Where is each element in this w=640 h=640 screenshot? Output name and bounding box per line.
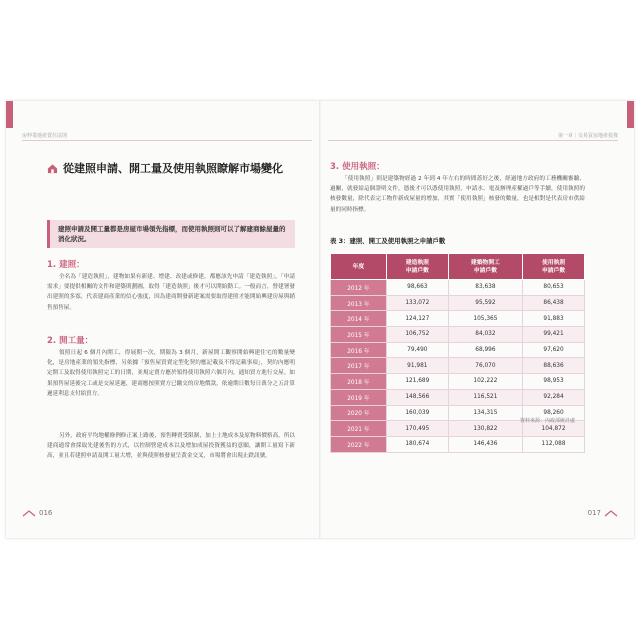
table-row — [331, 374, 585, 390]
paragraph-text: 領照日起 6 個月內開工，得展期一次，期限為 3 個月，新屋開工觀察開始興建住宅的數量變化，是房地產業的領先指標，另依據「預售屋買賣定型化契約應記載及不得記載事項」，契約內應明定開工及取得使用執照完工的日期，並規定賣方應於領得使用執照六個月內，通知買方進行交屋。如果預售屋延後完工或是交屋延遲，建商應按照賣方已繳交的房地價款，依逾期日數每日萬分之五計算遲延利息支付給買方。 — [47, 350, 295, 397]
value-cell: 180,674 — [386, 436, 448, 452]
value-cell: 86,438 — [523, 295, 585, 311]
value-cell: 104,872 — [523, 421, 585, 437]
table-row — [331, 327, 585, 343]
value-cell: 80,653 — [523, 280, 585, 296]
paragraph-construction-start — [47, 348, 295, 399]
right-chapter-tab — [627, 101, 634, 128]
year-cell: 2021 年 — [331, 421, 387, 437]
value-cell: 91,883 — [523, 311, 585, 327]
left-head-rule — [22, 140, 312, 141]
year-cell: 2014 年 — [331, 311, 387, 327]
heading-construction-start: 2. 開工量： — [47, 336, 94, 346]
left-chapter-tab — [6, 101, 13, 128]
value-cell: 160,039 — [386, 405, 448, 421]
right-head-rule — [328, 140, 618, 141]
right-running-head: 第一章｜交易買房地產投資 — [557, 133, 618, 139]
paragraph-text: 全名為「建造執照」，建物如果有新建、增建、改建或修建，都應該先申請「建造執照」，「申請需求」要提供相關的文件和建築則劃圖，取得「建造執照」後才可以開始動工。一般而言，營建署發出建照的多寡，代表建商產業的信心強度，因為建商開發新建案需要取得建照才能開始興建房屋與銷售預售屋。 — [47, 274, 295, 311]
table-row — [331, 280, 585, 296]
year-cell: 2018 年 — [331, 374, 387, 390]
roof-icon — [22, 510, 36, 517]
table-caption: 表 3：建照、開工及使用執照之申請戶數 — [330, 237, 446, 245]
left-running-head: 房仲業地產賣住法則 — [22, 133, 68, 139]
value-cell: 98,260 — [523, 405, 585, 421]
year-cell: 2015 年 — [331, 327, 387, 343]
paragraph-use-permit — [330, 174, 585, 215]
page-number-text: 017 — [587, 509, 601, 517]
table-row — [331, 436, 585, 452]
year-cell: 2019 年 — [331, 389, 387, 405]
value-cell: 170,495 — [386, 421, 448, 437]
table-row — [331, 311, 585, 327]
heading-building-permit: 1. 建照： — [47, 260, 85, 270]
value-cell: 106,752 — [386, 327, 448, 343]
year-cell: 2020 年 — [331, 405, 387, 421]
paragraph-text: 另外，政府平均地權條例修正案上路後，預售轉賣受限制，加上土地成本及原物料價格高，所以建商通常會採取先建後售的方式，以控制營建成本以及增加成屋投資獲益的意願，讓開工量寫下新高，並且若建照申請及開工量大增，並與使照核發量呈黃金交叉，市場將會出現止跌訊號。 — [47, 433, 295, 460]
year-cell: 2016 年 — [331, 342, 387, 358]
value-cell: 95,592 — [448, 295, 522, 311]
value-cell: 83,638 — [448, 280, 522, 296]
header-use-permits: 使用執照 申請戶數 — [523, 254, 585, 280]
left-page-number — [22, 509, 52, 517]
value-cell: 99,421 — [523, 327, 585, 343]
section-title-text: 從建照申請、開工量及使用執照瞭解市場變化 — [63, 162, 283, 175]
header-year: 年度 — [331, 254, 387, 280]
year-cell: 2012 年 — [331, 280, 387, 296]
value-cell: 133,072 — [386, 295, 448, 311]
book-gutter — [319, 101, 321, 538]
header-building-permits: 建造執照 申請戶數 — [386, 254, 448, 280]
value-cell: 76,070 — [448, 358, 522, 374]
value-cell: 148,566 — [386, 389, 448, 405]
value-cell: 98,663 — [386, 280, 448, 296]
value-cell: 68,996 — [448, 342, 522, 358]
table-header-row — [331, 254, 585, 280]
value-cell: 91,981 — [386, 358, 448, 374]
value-cell: 116,521 — [448, 389, 522, 405]
page-number-text: 016 — [39, 509, 53, 517]
header-construction-starts: 建築物開工 申請戶數 — [448, 254, 522, 280]
section-title — [47, 160, 283, 176]
right-page-number — [588, 509, 618, 517]
value-cell: 146,436 — [448, 436, 522, 452]
value-cell: 121,689 — [386, 374, 448, 390]
year-cell: 2013 年 — [331, 295, 387, 311]
year-cell: 2017 年 — [331, 358, 387, 374]
table-row — [331, 389, 585, 405]
value-cell: 112,088 — [523, 436, 585, 452]
table-source: 資料來源：內政部統計處 — [520, 418, 576, 424]
paragraph-text: 「使用執照」則是建築物經過 2 年到 4 年左右的時間蓋好之後，經過地方政府的工務機關審驗、過關，就發給這個證明文件，憑後才可以憑使用執照，申請水、電及辦理產權過戶等手續，使用執照的核發數量，除代表完工物件新成屋量的增加，其實「使用執照」核發的數量，也是相對是代表房市供給量的同時指標。 — [330, 176, 585, 213]
value-cell: 79,490 — [386, 342, 448, 358]
heading-use-permit: 3. 使用執照： — [330, 162, 385, 172]
table-row — [331, 358, 585, 374]
value-cell: 97,620 — [523, 342, 585, 358]
year-cell: 2022 年 — [331, 436, 387, 452]
house-icon — [47, 163, 58, 174]
highlight-note: 建照申請及開工量都是房屋市場領先指標，而使用執照則可以了解建商餘屋量的消化狀況。 — [47, 220, 295, 248]
value-cell: 105,365 — [448, 311, 522, 327]
value-cell: 92,284 — [523, 389, 585, 405]
value-cell: 98,953 — [523, 374, 585, 390]
value-cell: 84,032 — [448, 327, 522, 343]
table-row — [331, 295, 585, 311]
roof-icon — [604, 510, 618, 517]
paragraph-policy — [47, 431, 295, 462]
paragraph-building-permit — [47, 272, 295, 313]
value-cell: 134,315 — [448, 405, 522, 421]
value-cell: 130,822 — [448, 421, 522, 437]
value-cell: 124,127 — [386, 311, 448, 327]
table-row — [331, 342, 585, 358]
value-cell: 88,636 — [523, 358, 585, 374]
value-cell: 102,222 — [448, 374, 522, 390]
